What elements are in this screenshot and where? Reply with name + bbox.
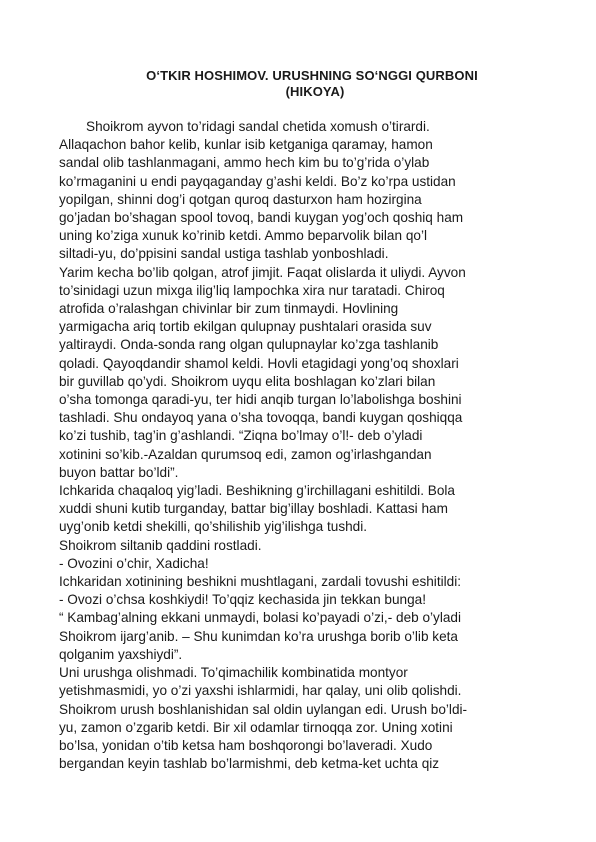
- text-line: Ichkarida chaqaloq yig’ladi. Beshikning g’irchillagani eshitildi. Bola: [59, 483, 455, 499]
- text-line: Uni urushga olishmadi. To’qimachilik kombinatida montyor: [59, 665, 408, 681]
- text-line: Ichkaridan xotinining beshikni mushtlagani, zardali tovushi eshitildi:: [59, 574, 461, 590]
- text-line: yopilgan, shinni dog’i qotgan quroq dasturxon ham hozirgina: [59, 191, 422, 207]
- text-line: bo’lsa, yonidan o’tib ketsa ham boshqorongi bo’laveradi. Xudo: [59, 737, 433, 753]
- document-title: [60, 68, 536, 100]
- text-line: Shoikrom urush boshlanishidan sal oldin uylangan edi. Urush bo’ldi-: [59, 701, 468, 717]
- text-line: bir guvillab qo’ydi. Shoikrom uyqu elita boshlagan ko’zlari bilan: [59, 373, 436, 389]
- text-line: o’sha tomonga qaradi-yu, ter hidi anqib turgan lo’labolishga boshini: [59, 392, 462, 408]
- text-line: Yarim kecha bo’lib qolgan, atrof jimjit. Faqat olislarda it uliydi. Ayvon: [59, 264, 466, 280]
- text-line: go’jadan bo’shagan spool tovoq, bandi kuygan yog’och qoshiq ham: [59, 210, 464, 226]
- text-line: xotinini so’kib.-Azaldan qurumsoq edi, zamon og’irlashgandan: [59, 446, 432, 462]
- text-line: uyg’onib ketdi shekilli, qo’shilishib yig’ilishga tushdi.: [59, 519, 368, 535]
- title-line-1: O‘TKIR HOSHIMOV. URUSHNING SO‘NGGI QURBONI: [146, 68, 478, 83]
- text-line: - Ovozi o’chsa koshkiydi! To’qqiz kechasida jin tekkan bunga!: [59, 592, 426, 608]
- text-line: ko’zi tushib, tag’in g’ashlandi. “Ziqna bo’lmay o’l!- deb o’yladi: [59, 428, 423, 444]
- text-line: Shoikrom ijarg’anib. – Shu kunimdan ko’ra urushga borib o’lib keta: [59, 628, 458, 644]
- text-line: Shoikrom siltanib qaddini rostladi.: [59, 537, 262, 553]
- story-text: [59, 118, 549, 773]
- text-line: xuddi shuni kutib turganday, battar big’illay boshladi. Kattasi ham: [59, 501, 448, 517]
- text-line: yu, zamon o’zgarib ketdi. Bir xil odamlar tirnoqqa zor. Uning xotini: [59, 719, 453, 735]
- text-line: atrofida o’ralashgan chivinlar bir zum tinmaydi. Hovlining: [59, 301, 399, 317]
- text-line: tashladi. Shu ondayoq yana o’sha tovoqqa, bandi kuygan qoshiqqa: [59, 410, 463, 426]
- text-line: sandal olib tashlanmagani, ammo hech kim bu to’g’rida o’ylab: [59, 155, 430, 171]
- text-line: qolganim yaxshiydi”.: [59, 646, 183, 662]
- text-line: bergandan keyin tashlab bo’larmishmi, deb ketma-ket uchta qiz: [59, 756, 440, 772]
- text-line: ko’rmaganini u endi payqaganday g’ashi keldi. Bo’z ko’rpa ustidan: [59, 173, 456, 189]
- text-line: - Ovozini o’chir, Xadicha!: [59, 555, 209, 571]
- title-line-2: (HIKOYA): [285, 84, 345, 99]
- text-line: “ Kambag’alning ekkani unmaydi, bolasi ko’payadi o’zi,- deb o’yladi: [59, 610, 461, 626]
- text-line: yaltiraydi. Onda-sonda rang olgan qulupnaylar ko’zga tashlanib: [59, 337, 439, 353]
- text-line: siltadi-yu, do’ppisini sandal ustiga tashlab yonboshladi.: [59, 246, 389, 262]
- text-line: uning ko’ziga xunuk ko’rinib ketdi. Ammo beparvolik bilan qo’l: [59, 228, 427, 244]
- text-line: qoladi. Qayoqdandir shamol keldi. Hovli etagidagi yong’oq shoxlari: [59, 355, 459, 371]
- text-line: yarmigacha ariq tortib ekilgan qulupnay pushtalari orasida suv: [59, 319, 432, 335]
- text-line: yetishmasmidi, yo o’zi yaxshi ishlarmidi, har qalay, uni olib qolishdi.: [59, 683, 462, 699]
- text-line: buyon battar bo’ldi”.: [59, 464, 179, 480]
- text-line: Shoikrom ayvon to’ridagi sandal chetida xomush o’tirardi.: [86, 119, 430, 134]
- text-line: Allaqachon bahor kelib, kunlar isib ketganiga qaramay, hamon: [59, 137, 433, 153]
- text-line: to’sinidagi uzun mixga ilig’liq lampochka xira nur taratadi. Chiroq: [59, 282, 445, 298]
